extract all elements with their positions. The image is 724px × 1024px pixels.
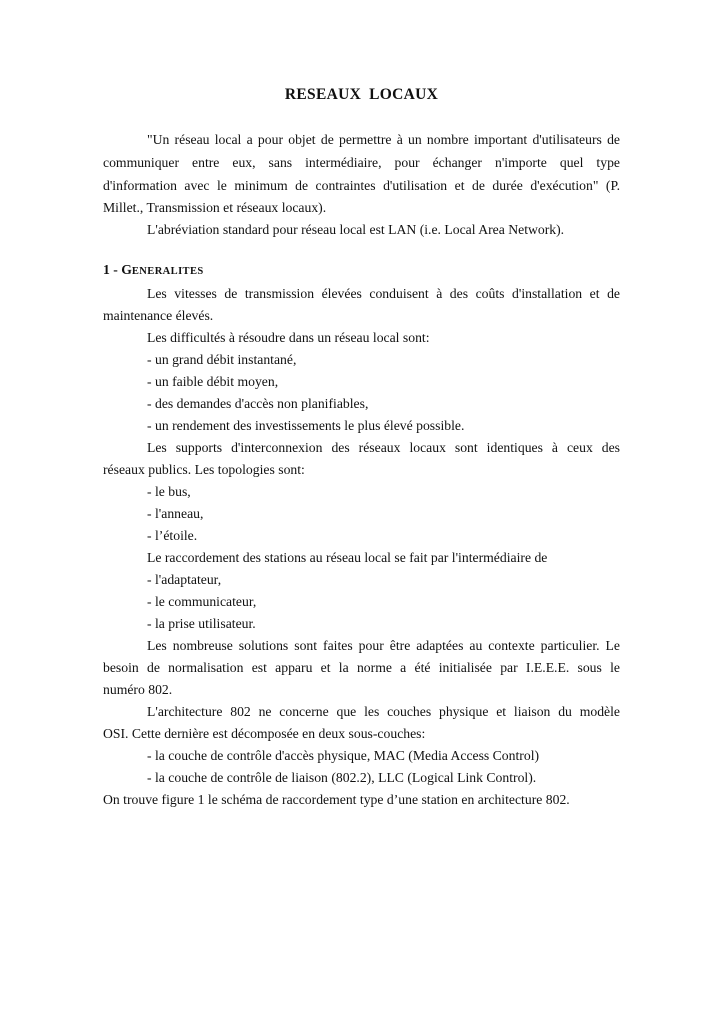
title-word-1: RESEAUX [284,86,362,103]
body-line: On trouve figure 1 le schéma de raccordement type d’une station en architecture 802. [103,792,570,807]
body-line: besoin de normalisation est apparu et la norme a été initialisée par I.E.E.E. sous le [103,660,620,675]
body-line: maintenance élevés. [103,308,214,323]
body-line: Les difficultés à résoudre dans un réseau local sont: [147,330,430,345]
list-item: - le bus, [147,484,191,499]
body-line: Le raccordement des stations au réseau local se fait par l'intermédiaire de [147,550,548,565]
list-item: - le communicateur, [147,594,257,609]
intro-line: Millet., Transmission et réseaux locaux). [103,200,327,215]
list-item: - un rendement des investissements le plus élevé possible. [147,418,465,433]
section-heading [103,262,204,278]
list-item: - la couche de contrôle d'accès physique, MAC (Media Access Control) [147,748,540,763]
list-item: - des demandes d'accès non planifiables, [147,396,369,411]
body-line: Les vitesses de transmission élevées conduisent à des coûts d'installation et de [147,286,620,301]
document-title [103,86,620,104]
list-item: - un faible débit moyen, [147,374,279,389]
list-item: - la prise utilisateur. [147,616,256,631]
list-item: - la couche de contrôle de liaison (802.2), LLC (Logical Link Control). [147,770,537,785]
intro-line: d'information avec le minimum de contraintes d'utilisation et de durée d'exécution" (P. [103,178,620,193]
list-item: - l’étoile. [147,528,198,543]
list-item: - l'adaptateur, [147,572,222,587]
intro-line: communiquer entre eux, sans intermédiaire, pour échanger n'importe quel type [103,155,620,170]
intro-line: "Un réseau local a pour objet de permettre à un nombre important d'utilisateurs de [147,132,620,147]
section-title-rest: ENERALITES [131,266,204,277]
body-line: OSI. Cette dernière est décomposée en deux sous-couches: [103,726,426,741]
body-line: numéro 802. [103,682,173,697]
section-title-initial: G [121,262,132,277]
body-line: Les supports d'interconnexion des réseaux locaux sont identiques à ceux des [147,440,620,455]
body-line: L'architecture 802 ne concerne que les couches physique et liaison du modèle [147,704,620,719]
list-item: - l'anneau, [147,506,204,521]
list-item: - un grand débit instantané, [147,352,297,367]
title-word-2: LOCAUX [369,86,439,103]
section-number: 1 - [103,262,122,277]
body-line: réseaux publics. Les topologies sont: [103,462,305,477]
body-line: Les nombreuse solutions sont faites pour être adaptées au contexte particulier. Le [147,638,620,653]
intro-line: L'abréviation standard pour réseau local est LAN (i.e. Local Area Network). [147,222,565,237]
